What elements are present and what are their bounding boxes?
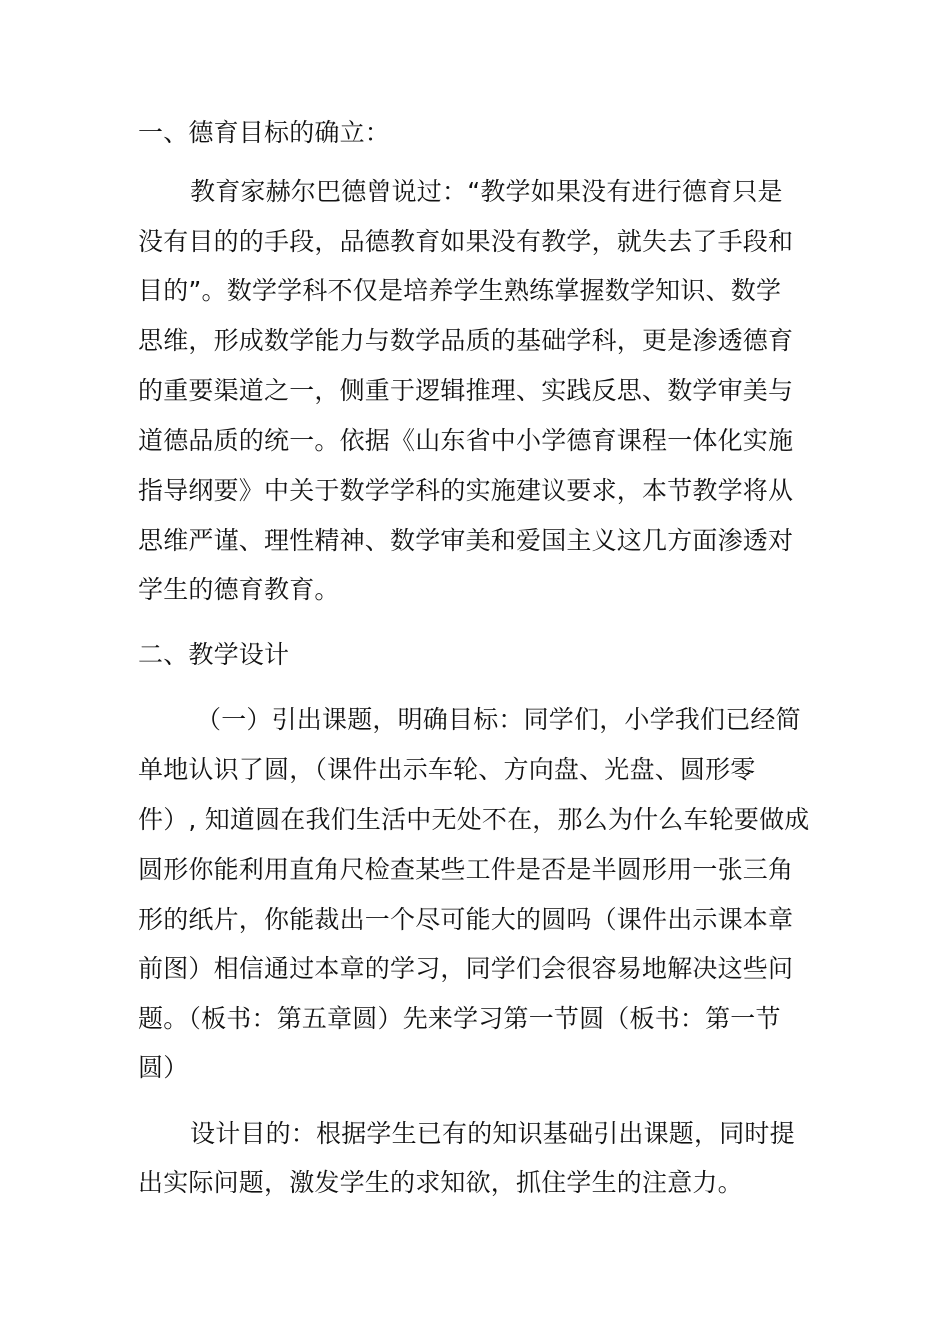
paragraph-line: 圆形你能利用直角尺检查某些工件是否是半圆形用一张三角 [138, 855, 794, 884]
paragraph-line: 的重要渠道之一，侧重于逻辑推理、实践反思、数学审美与 [138, 376, 794, 405]
paragraph-line: 形的纸片，你能裁出一个尽可能大的圆吗（课件出示课本章 [138, 905, 794, 934]
section-heading-teaching-design: 二、教学设计 [138, 640, 290, 669]
paragraph-line: 道德品质的统一。依据《山东省中小学德育课程一体化实施 [138, 426, 794, 455]
paragraph-line: （一）引出课题，明确目标：同学们，小学我们已经简 [196, 705, 801, 734]
paragraph-line: 目的”。数学学科不仅是培养学生熟练掌握数学知识、数学 [138, 276, 782, 305]
paragraph-line: 教育家赫尔巴德曾说过：“教学如果没有进行德育只是 [190, 177, 783, 206]
paragraph-line: 单地认识了圆，（课件出示车轮、方向盘、光盘、圆形零 [138, 755, 756, 784]
paragraph-line: 件）, 知道圆在我们生活中无处不在，那么为什么车轮要做成 [138, 805, 810, 834]
paragraph-line: 指导纲要》中关于数学学科的实施建议要求，本节教学将从 [138, 476, 794, 505]
paragraph-line: 思维，形成数学能力与数学品质的基础学科，更是渗透德育 [138, 326, 794, 355]
paragraph-line: 前图）相信通过本章的学习，同学们会很容易地解决这些问 [138, 954, 794, 983]
paragraph-line: 思维严谨、理性精神、数学审美和爱国主义这几方面渗透对 [138, 526, 794, 555]
paragraph-line: 出实际问题，激发学生的求知欲，抓住学生的注意力。 [138, 1168, 743, 1197]
paragraph-line: 题。（板书：第五章圆）先来学习第一节圆（板书：第一节 [138, 1004, 781, 1033]
section-heading-moral-goals: 一、德育目标的确立： [138, 118, 391, 147]
paragraph-line: 没有目的的手段，品德教育如果没有教学，就失去了手段和 [138, 227, 794, 256]
paragraph-line: 设计目的：根据学生已有的知识基础引出课题，同时提 [190, 1119, 795, 1148]
paragraph-line: 圆） [138, 1053, 189, 1082]
paragraph-line: 学生的德育教育。 [138, 575, 340, 604]
